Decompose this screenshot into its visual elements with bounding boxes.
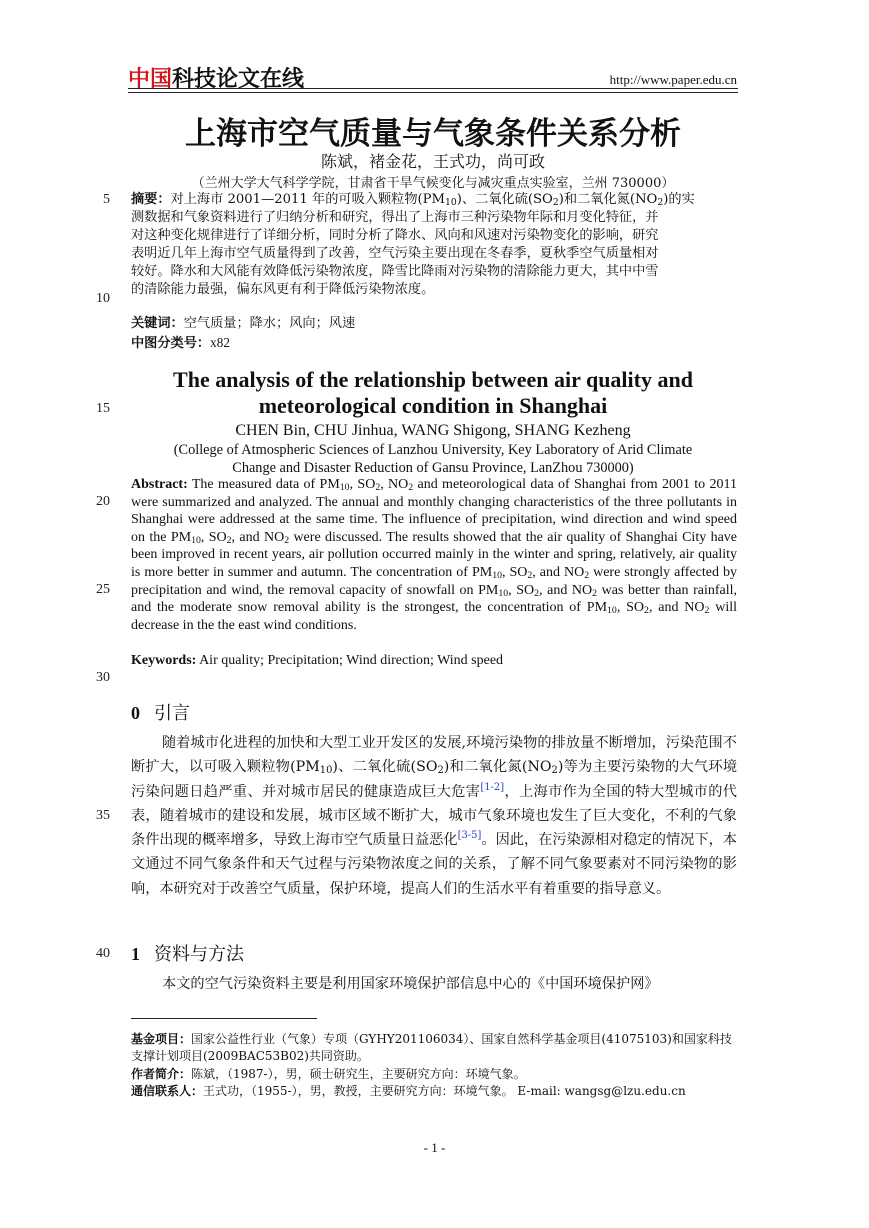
- abstract-en-text: The measured data of $PM_{10}$, $SO_2$, $NO_2$ and meteorological data of Shanghai from 2001 to 2011 were summarized and analyzed. The annual and monthly changing characteristics of the three pollutants in Shanghai were addressed at the same time. The influence of precipitation, wind direction and wind speed on the $PM_{10}$, $SO_2$, and $NO_2$ were discussed. The results showed that the air quality of Shanghai City have been improved in recent years, air pollution occurred mainly in the winter and spring, relatively, air quality is more better in summer and autumn. The concentration of $PM_{10}$, $SO_2$, and $NO_2$ were strongly affected by precipitation and wind, the removal capacity of snowfall on $PM_{10}$, $SO_2$, and $NO_2$ was better than rainfall, and the moderate snow removal ability is the strongest, the concentration of $PM_{10}$, $SO_2$, and $NO_2$ will decrease in the the east wind conditions.: [131, 477, 738, 633]
- line-number: 15: [96, 401, 110, 416]
- section-heading: 0 引言: [131, 703, 190, 724]
- abstract-cn-line: 测数据和气象资料进行了归纳分析和研究，得出了上海市三种污染物年际和月变化特征，并: [131, 210, 659, 225]
- journal-logo: 中国科技论文在线: [128, 67, 305, 92]
- affiliation-en: (College of Atmospheric Sciences of Lanzhou University, Key Laboratory of Arid Climate Change and Disaster Reduction of Gansu Province, LanZhou 730000): [173, 442, 693, 476]
- line-number: 35: [96, 808, 110, 823]
- section-paragraph: 本文的空气污染资料主要是利用国家环境保护部信息中心的《中国环境保护网》: [162, 976, 659, 992]
- affiliation-cn: （兰州大学大气科学学院，甘肃省干旱气候变化与减灾重点实验室，兰州 730000）: [191, 176, 675, 191]
- paper-title-en: The analysis of the relationship between air quality and meteorological condition in Shanghai: [173, 367, 693, 418]
- line-number: 20: [96, 494, 110, 509]
- abstract-en: [131, 476, 737, 634]
- footnote-author: 作者简介：陈斌，（1987-），男，硕士研究生，主要研究方向：环境气象。: [131, 1067, 526, 1081]
- authors-en: CHEN Bin, CHU Jinhua, WANG Shigong, SHANG Kezheng: [235, 422, 631, 439]
- abstract-cn-line: 对这种变化规律进行了详细分析，同时分析了降水、风向和风速对污染物变化的影响，研究: [131, 228, 659, 243]
- classification-cn: 中图分类号：x82: [131, 335, 230, 351]
- line-number: 40: [96, 946, 110, 961]
- abstract-cn-line: 摘要：对上海市 2001—2011 年的可吸入颗粒物$(PM_{10})$、二氧化硫$(SO_2)$和二氧化氮$(NO_2)$的实: [131, 192, 695, 208]
- abstract-cn-label: 摘要：: [131, 192, 171, 207]
- section-heading: 1 资料与方法: [131, 944, 244, 965]
- footnote-rule: [131, 1018, 317, 1019]
- page-number: - 1 -: [423, 1140, 446, 1155]
- line-number: 5: [103, 192, 110, 207]
- abstract-cn-line: 的清除能力最强，偏东风更有利于降低污染物浓度。: [131, 282, 435, 297]
- line-number: 25: [96, 582, 110, 597]
- section-paragraph: 随着城市化进程的加快和大型工业开发区的发展,环境污染物的排放量不断增加，污染范围不断扩大，以可吸入颗粒物$(PM_{10})$、二氧化硫$(SO_2)$和二氧化氮$(NO_2)$等为主要污染物的大气环境污染问题日趋严重、并对城市居民的健康造成巨大危害[1-2]，上海市作为全国的特大型城市的代表，随着城市的建设和发展，城市区域不断扩大，城市气象环境也发生了巨大变化，不利的气象条件出现的概率增多，导致上海市空气质量日益恶化[3-5]。因此，在污染源相对稳定的情况下，本文通过不同气象条件和天气过程与污染物浓度之间的关系，了解不同气象要素对不同污染物的影响，本研究对于改善空气质量，保护环境，提高人们的生活水平有着重要的指导意义。: [131, 735, 738, 897]
- paper-title-cn: 上海市空气质量与气象条件关系分析: [185, 116, 681, 152]
- header-rule-thin: [128, 92, 738, 93]
- header-rule: [128, 88, 738, 89]
- keywords-en: Keywords: Air quality; Precipitation; Wind direction; Wind speed: [131, 653, 504, 668]
- footnote-contact: 通信联系人：王式功，（1955-），男，教授，主要研究方向：环境气象。 E-mail: wangsg@lzu.edu.cn: [131, 1084, 686, 1098]
- authors-cn: 陈斌，褚金花，王式功，尚可政: [320, 152, 545, 171]
- footnote-fund: 基金项目：国家公益性行业（气象）专项（GYHY201106034）、国家自然科学基金项目(41075103)和国家科技支撑计划项目(2009BAC53B02)共同资助。: [131, 1032, 732, 1063]
- line-number: 10: [96, 291, 110, 306]
- journal-url[interactable]: http://www.paper.edu.cn: [609, 72, 737, 87]
- keywords-cn: 关键词：空气质量；降水；风向；风速: [131, 316, 356, 331]
- line-number: 30: [96, 670, 110, 685]
- abstract-cn: [131, 191, 737, 299]
- abstract-en-label: Abstract:: [131, 477, 188, 492]
- abstract-cn-line: 较好。降水和大风能有效降低污染物浓度，降雪比降雨对污染物的清除能力更大，其中中雪: [131, 264, 659, 279]
- abstract-cn-line: 表明近几年上海市空气质量得到了改善，空气污染主要出现在冬春季，夏秋季空气质量相对: [131, 246, 659, 261]
